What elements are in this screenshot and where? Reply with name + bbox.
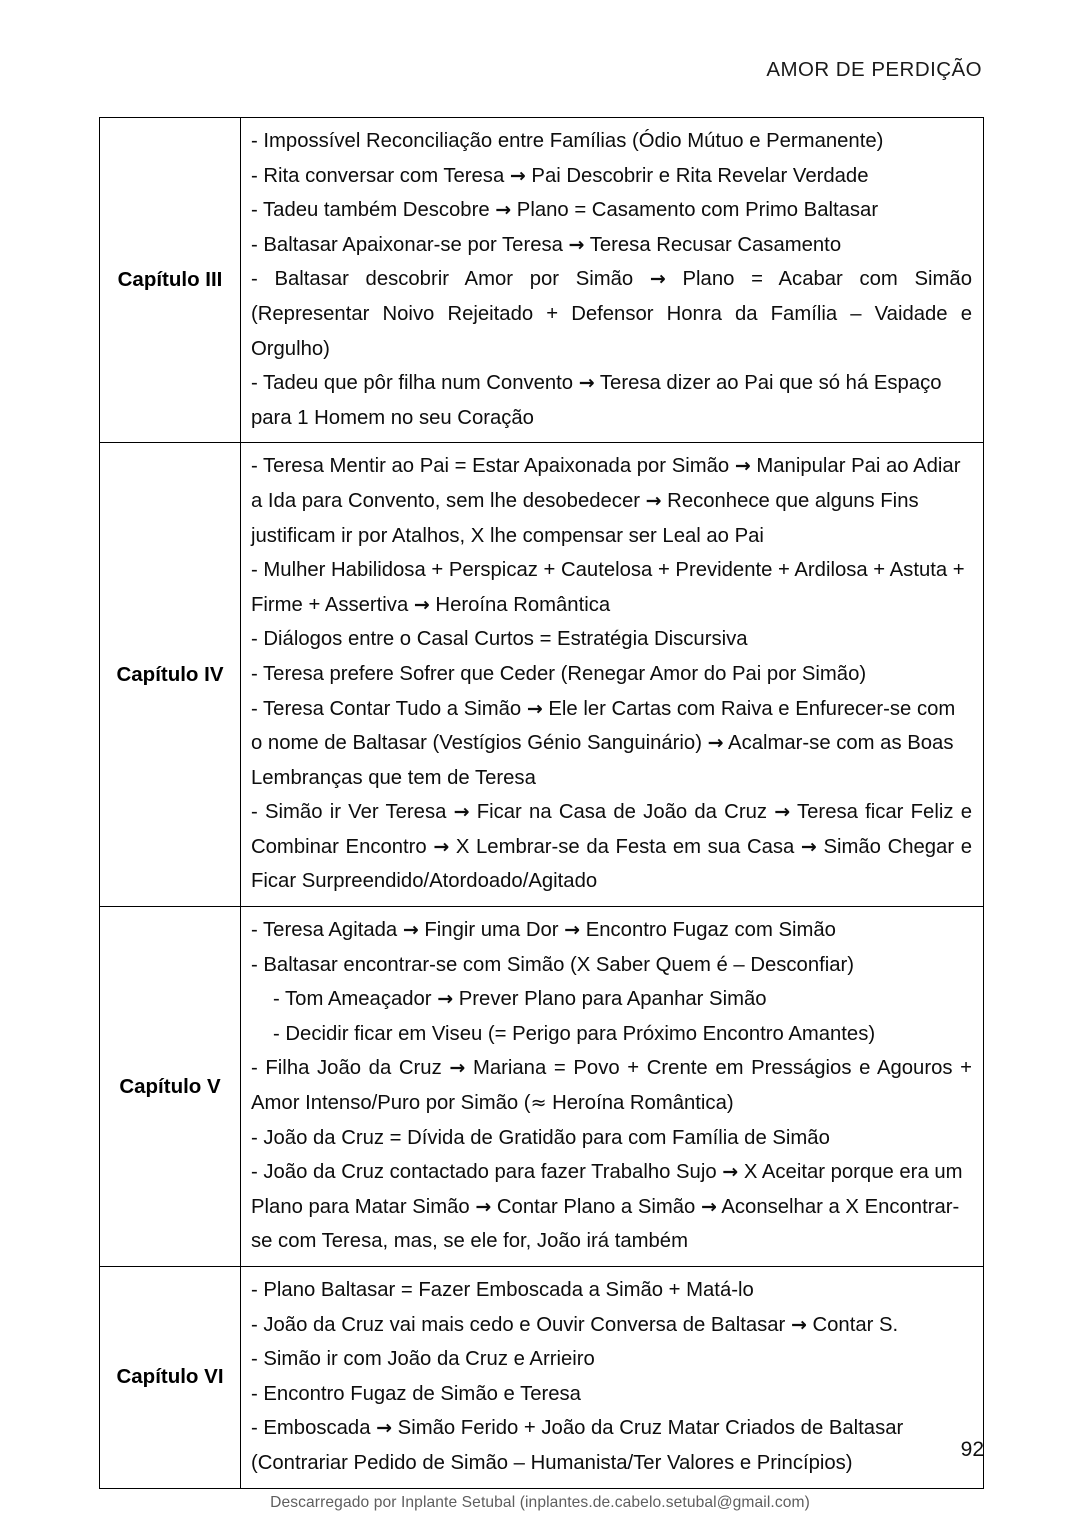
arrow-icon: → bbox=[449, 1057, 466, 1080]
list-item: - Mulher Habilidosa + Perspicaz + Cautelosa + Previdente + Ardilosa + Astuta + Firme + Assertiva → Heroína Romântica bbox=[251, 559, 965, 616]
arrow-icon: → bbox=[800, 835, 817, 858]
list-item: - Filha João da Cruz → Mariana = Povo + Crente em Presságios e Agouros + Amor Intenso/Puro por Simão (≈ Heroína Romântica) bbox=[251, 1057, 972, 1115]
approximately-icon: ≈ bbox=[530, 1092, 547, 1115]
chapter-content-cell bbox=[241, 1267, 984, 1489]
chapter-label-cell bbox=[100, 443, 241, 907]
footer-credit: Descarregado por Inplante Setubal (inplantes.de.cabelo.setubal@gmail.com) bbox=[270, 1494, 810, 1511]
arrow-icon: → bbox=[578, 372, 595, 395]
chapter-label: Capítulo VI bbox=[116, 1365, 224, 1389]
list-item: - Simão ir Ver Teresa → Ficar na Casa de João da Cruz → Teresa ficar Feliz e Combinar Encontro → X Lembrar-se da Festa em sua Casa → Simão Chegar e Ficar Surpreendido/Atordoado/Agitado bbox=[251, 801, 972, 893]
chapter-label: Capítulo V bbox=[119, 1074, 221, 1098]
arrow-icon: → bbox=[437, 988, 454, 1011]
list-item: - Decidir ficar em Viseu (= Perigo para Próximo Encontro Amantes) bbox=[273, 1022, 876, 1045]
chapter-label: Capítulo IV bbox=[116, 662, 224, 686]
chapter-content-cell bbox=[241, 907, 984, 1267]
arrow-icon: → bbox=[433, 835, 450, 858]
list-item: - Teresa Contar Tudo a Simão → Ele ler Cartas com Raiva e Enfurecer-se com o nome de Baltasar (Vestígios Génio Sanguinário) → Acalmar-se com as Boas Lembranças que tem de Teresa bbox=[251, 697, 956, 789]
table-row bbox=[100, 907, 984, 1267]
chapter-label-cell bbox=[100, 907, 241, 1267]
arrow-icon: → bbox=[509, 164, 526, 187]
list-item: - Rita conversar com Teresa → Pai Descobrir e Rita Revelar Verdade bbox=[251, 164, 869, 187]
list-item: - Simão ir com João da Cruz e Arrieiro bbox=[251, 1348, 595, 1371]
arrow-icon: → bbox=[700, 1195, 717, 1218]
arrow-icon: → bbox=[564, 919, 581, 942]
list-item: - Diálogos entre o Casal Curtos = Estratégia Discursiva bbox=[251, 628, 748, 651]
table-row bbox=[100, 118, 984, 443]
arrow-icon: → bbox=[568, 233, 585, 256]
page-title: AMOR DE PERDIÇÃO bbox=[766, 58, 982, 81]
list-item: - Teresa Mentir ao Pai = Estar Apaixonada por Simão → Manipular Pai ao Adiar a Ida para Convento, sem lhe desobedecer → Reconhece que alguns Fins justificam ir por Atalhos, X lhe compensar ser Leal ao Pai bbox=[251, 455, 961, 547]
list-item: - João da Cruz contactado para fazer Trabalho Sujo → X Aceitar porque era um Plano para Matar Simão → Contar Plano a Simão → Aconselhar a X Encontrar-se com Teresa, mas, se ele for, João irá também bbox=[251, 1161, 963, 1253]
table-row bbox=[100, 1267, 984, 1489]
chapter-label-cell bbox=[100, 1267, 241, 1489]
chapter-label: Capítulo III bbox=[117, 268, 223, 292]
list-item: - Tadeu também Descobre → Plano = Casamento com Primo Baltasar bbox=[251, 199, 879, 222]
arrow-icon: → bbox=[774, 801, 791, 824]
arrow-icon: → bbox=[707, 732, 724, 755]
arrow-icon: → bbox=[649, 268, 666, 291]
arrow-icon: → bbox=[402, 919, 419, 942]
arrow-icon: → bbox=[413, 593, 430, 616]
page-number: 92 bbox=[960, 1438, 984, 1461]
arrow-icon: → bbox=[526, 697, 543, 720]
list-item: - João da Cruz = Dívida de Gratidão para com Família de Simão bbox=[251, 1126, 830, 1149]
list-item: - Teresa prefere Sofrer que Ceder (Renegar Amor do Pai por Simão) bbox=[251, 662, 867, 685]
chapter-summary-table bbox=[99, 117, 984, 1489]
list-item: - Impossível Reconciliação entre Famílias (Ódio Mútuo e Permanente) bbox=[251, 130, 884, 152]
list-item: - Baltasar descobrir Amor por Simão → Plano = Acabar com Simão (Representar Noivo Rejeitado + Defensor Honra da Família – Vaidade e Orgulho) bbox=[251, 268, 972, 360]
chapter-label-cell bbox=[100, 118, 241, 443]
list-item: - Encontro Fugaz de Simão e Teresa bbox=[251, 1382, 581, 1405]
list-item: - Baltasar Apaixonar-se por Teresa → Teresa Recusar Casamento bbox=[251, 233, 842, 256]
arrow-icon: → bbox=[475, 1195, 492, 1218]
chapter-content-cell bbox=[241, 118, 984, 443]
list-item: - Baltasar encontrar-se com Simão (X Saber Quem é – Desconfiar) bbox=[251, 953, 855, 976]
arrow-icon: → bbox=[790, 1313, 807, 1336]
arrow-icon: → bbox=[453, 801, 470, 824]
arrow-icon: → bbox=[722, 1161, 739, 1184]
list-item: - Tadeu que pôr filha num Convento → Teresa dizer ao Pai que só há Espaço para 1 Homem no seu Coração bbox=[251, 372, 942, 429]
list-item: - Teresa Agitada → Fingir uma Dor → Encontro Fugaz com Simão bbox=[251, 919, 836, 942]
list-item: - Tom Ameaçador → Prever Plano para Apanhar Simão bbox=[273, 988, 767, 1011]
arrow-icon: → bbox=[376, 1417, 393, 1440]
list-item: - Plano Baltasar = Fazer Emboscada a Simão + Matá-lo bbox=[251, 1279, 754, 1301]
chapter-content-cell bbox=[241, 443, 984, 907]
list-item: - Emboscada → Simão Ferido + João da Cruz Matar Criados de Baltasar (Contrariar Pedido de Simão – Humanista/Ter Valores e Princípios) bbox=[251, 1417, 904, 1474]
arrow-icon: → bbox=[734, 455, 751, 478]
table-row bbox=[100, 443, 984, 907]
arrow-icon: → bbox=[645, 489, 662, 512]
list-item: - João da Cruz vai mais cedo e Ouvir Conversa de Baltasar → Contar S. bbox=[251, 1313, 899, 1336]
arrow-icon: → bbox=[495, 199, 512, 222]
